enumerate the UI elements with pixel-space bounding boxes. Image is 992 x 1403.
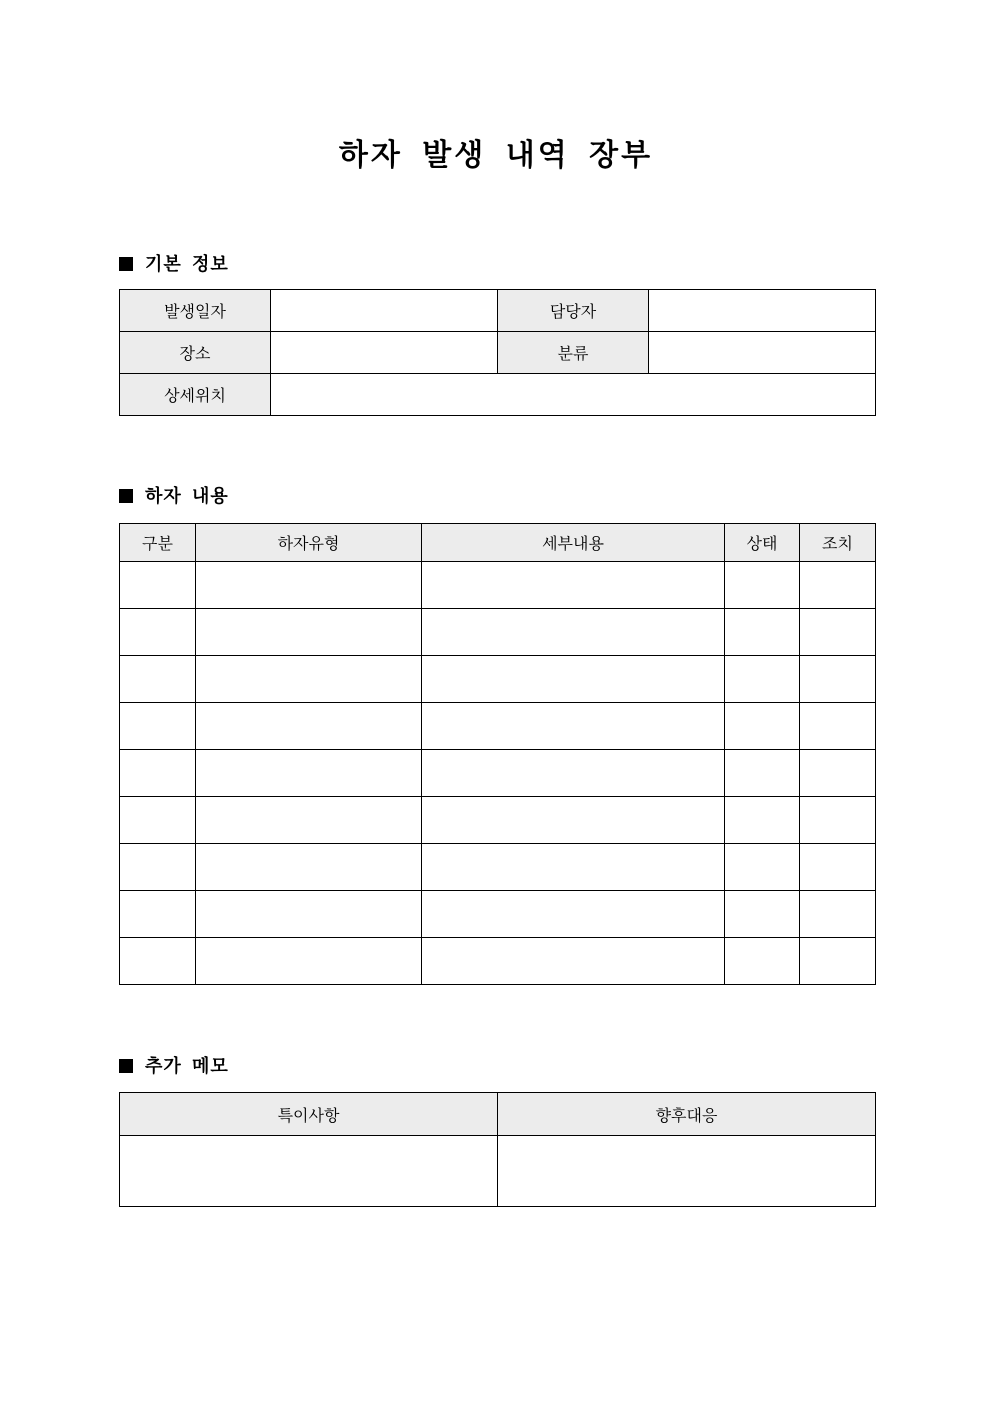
status-cell[interactable] (725, 703, 800, 750)
square-bullet-icon (119, 257, 133, 271)
status-cell[interactable] (725, 750, 800, 797)
defect-type-cell[interactable] (196, 797, 422, 844)
column-header-action: 조치 (800, 524, 876, 562)
details-cell[interactable] (422, 938, 725, 985)
category-field[interactable] (649, 332, 876, 374)
defect-type-cell[interactable] (196, 656, 422, 703)
status-cell[interactable] (725, 656, 800, 703)
location-label: 장소 (120, 332, 271, 374)
status-cell[interactable] (725, 609, 800, 656)
table-row (120, 844, 876, 891)
details-cell[interactable] (422, 750, 725, 797)
details-cell[interactable] (422, 703, 725, 750)
future-response-field[interactable] (498, 1136, 876, 1207)
action-cell[interactable] (800, 703, 876, 750)
column-header-defect-type: 하자유형 (196, 524, 422, 562)
manager-label: 담당자 (498, 290, 649, 332)
table-row (120, 891, 876, 938)
details-cell[interactable] (422, 891, 725, 938)
date-field[interactable] (271, 290, 498, 332)
section-heading-label: 추가 메모 (145, 1056, 229, 1077)
division-cell[interactable] (120, 609, 196, 656)
division-cell[interactable] (120, 656, 196, 703)
table-row (120, 938, 876, 985)
table-row (120, 750, 876, 797)
column-header-special-notes: 특이사항 (120, 1093, 498, 1136)
defect-type-cell[interactable] (196, 609, 422, 656)
table-header-row (120, 524, 876, 562)
status-cell[interactable] (725, 891, 800, 938)
defect-type-cell[interactable] (196, 938, 422, 985)
column-header-details: 세부내용 (422, 524, 725, 562)
table-header-row (120, 1093, 876, 1136)
defect-type-cell[interactable] (196, 891, 422, 938)
action-cell[interactable] (800, 609, 876, 656)
location-field[interactable] (271, 332, 498, 374)
section-heading-additional-memo (119, 1055, 229, 1079)
section-heading-defect-content (119, 485, 229, 509)
table-row (120, 1136, 876, 1207)
table-row (120, 656, 876, 703)
division-cell[interactable] (120, 703, 196, 750)
division-cell[interactable] (120, 797, 196, 844)
special-notes-field[interactable] (120, 1136, 498, 1207)
defect-type-cell[interactable] (196, 844, 422, 891)
division-cell[interactable] (120, 562, 196, 609)
table-row (120, 797, 876, 844)
table-row (120, 332, 876, 374)
table-row (120, 562, 876, 609)
status-cell[interactable] (725, 562, 800, 609)
action-cell[interactable] (800, 656, 876, 703)
division-cell[interactable] (120, 844, 196, 891)
section-heading-label: 기본 정보 (145, 254, 229, 275)
details-cell[interactable] (422, 797, 725, 844)
column-header-status: 상태 (725, 524, 800, 562)
detail-location-label: 상세위치 (120, 374, 271, 416)
square-bullet-icon (119, 489, 133, 503)
defect-content-table (119, 523, 876, 985)
section-heading-basic-info (119, 253, 229, 277)
table-row (120, 609, 876, 656)
division-cell[interactable] (120, 750, 196, 797)
square-bullet-icon (119, 1059, 133, 1073)
manager-field[interactable] (649, 290, 876, 332)
details-cell[interactable] (422, 562, 725, 609)
status-cell[interactable] (725, 844, 800, 891)
status-cell[interactable] (725, 938, 800, 985)
action-cell[interactable] (800, 938, 876, 985)
division-cell[interactable] (120, 891, 196, 938)
action-cell[interactable] (800, 750, 876, 797)
defect-type-cell[interactable] (196, 562, 422, 609)
table-row (120, 703, 876, 750)
table-row (120, 290, 876, 332)
basic-info-table (119, 289, 876, 416)
details-cell[interactable] (422, 609, 725, 656)
action-cell[interactable] (800, 562, 876, 609)
detail-location-field[interactable] (271, 374, 876, 416)
category-label: 분류 (498, 332, 649, 374)
column-header-division: 구분 (120, 524, 196, 562)
section-heading-label: 하자 내용 (145, 486, 229, 507)
date-label: 발생일자 (120, 290, 271, 332)
action-cell[interactable] (800, 797, 876, 844)
action-cell[interactable] (800, 844, 876, 891)
defect-type-cell[interactable] (196, 703, 422, 750)
details-cell[interactable] (422, 656, 725, 703)
defect-type-cell[interactable] (196, 750, 422, 797)
table-row (120, 374, 876, 416)
column-header-future-response: 향후대응 (498, 1093, 876, 1136)
division-cell[interactable] (120, 938, 196, 985)
status-cell[interactable] (725, 797, 800, 844)
action-cell[interactable] (800, 891, 876, 938)
details-cell[interactable] (422, 844, 725, 891)
additional-memo-table (119, 1092, 876, 1207)
page-title: 하자 발생 내역 장부 (338, 138, 654, 173)
